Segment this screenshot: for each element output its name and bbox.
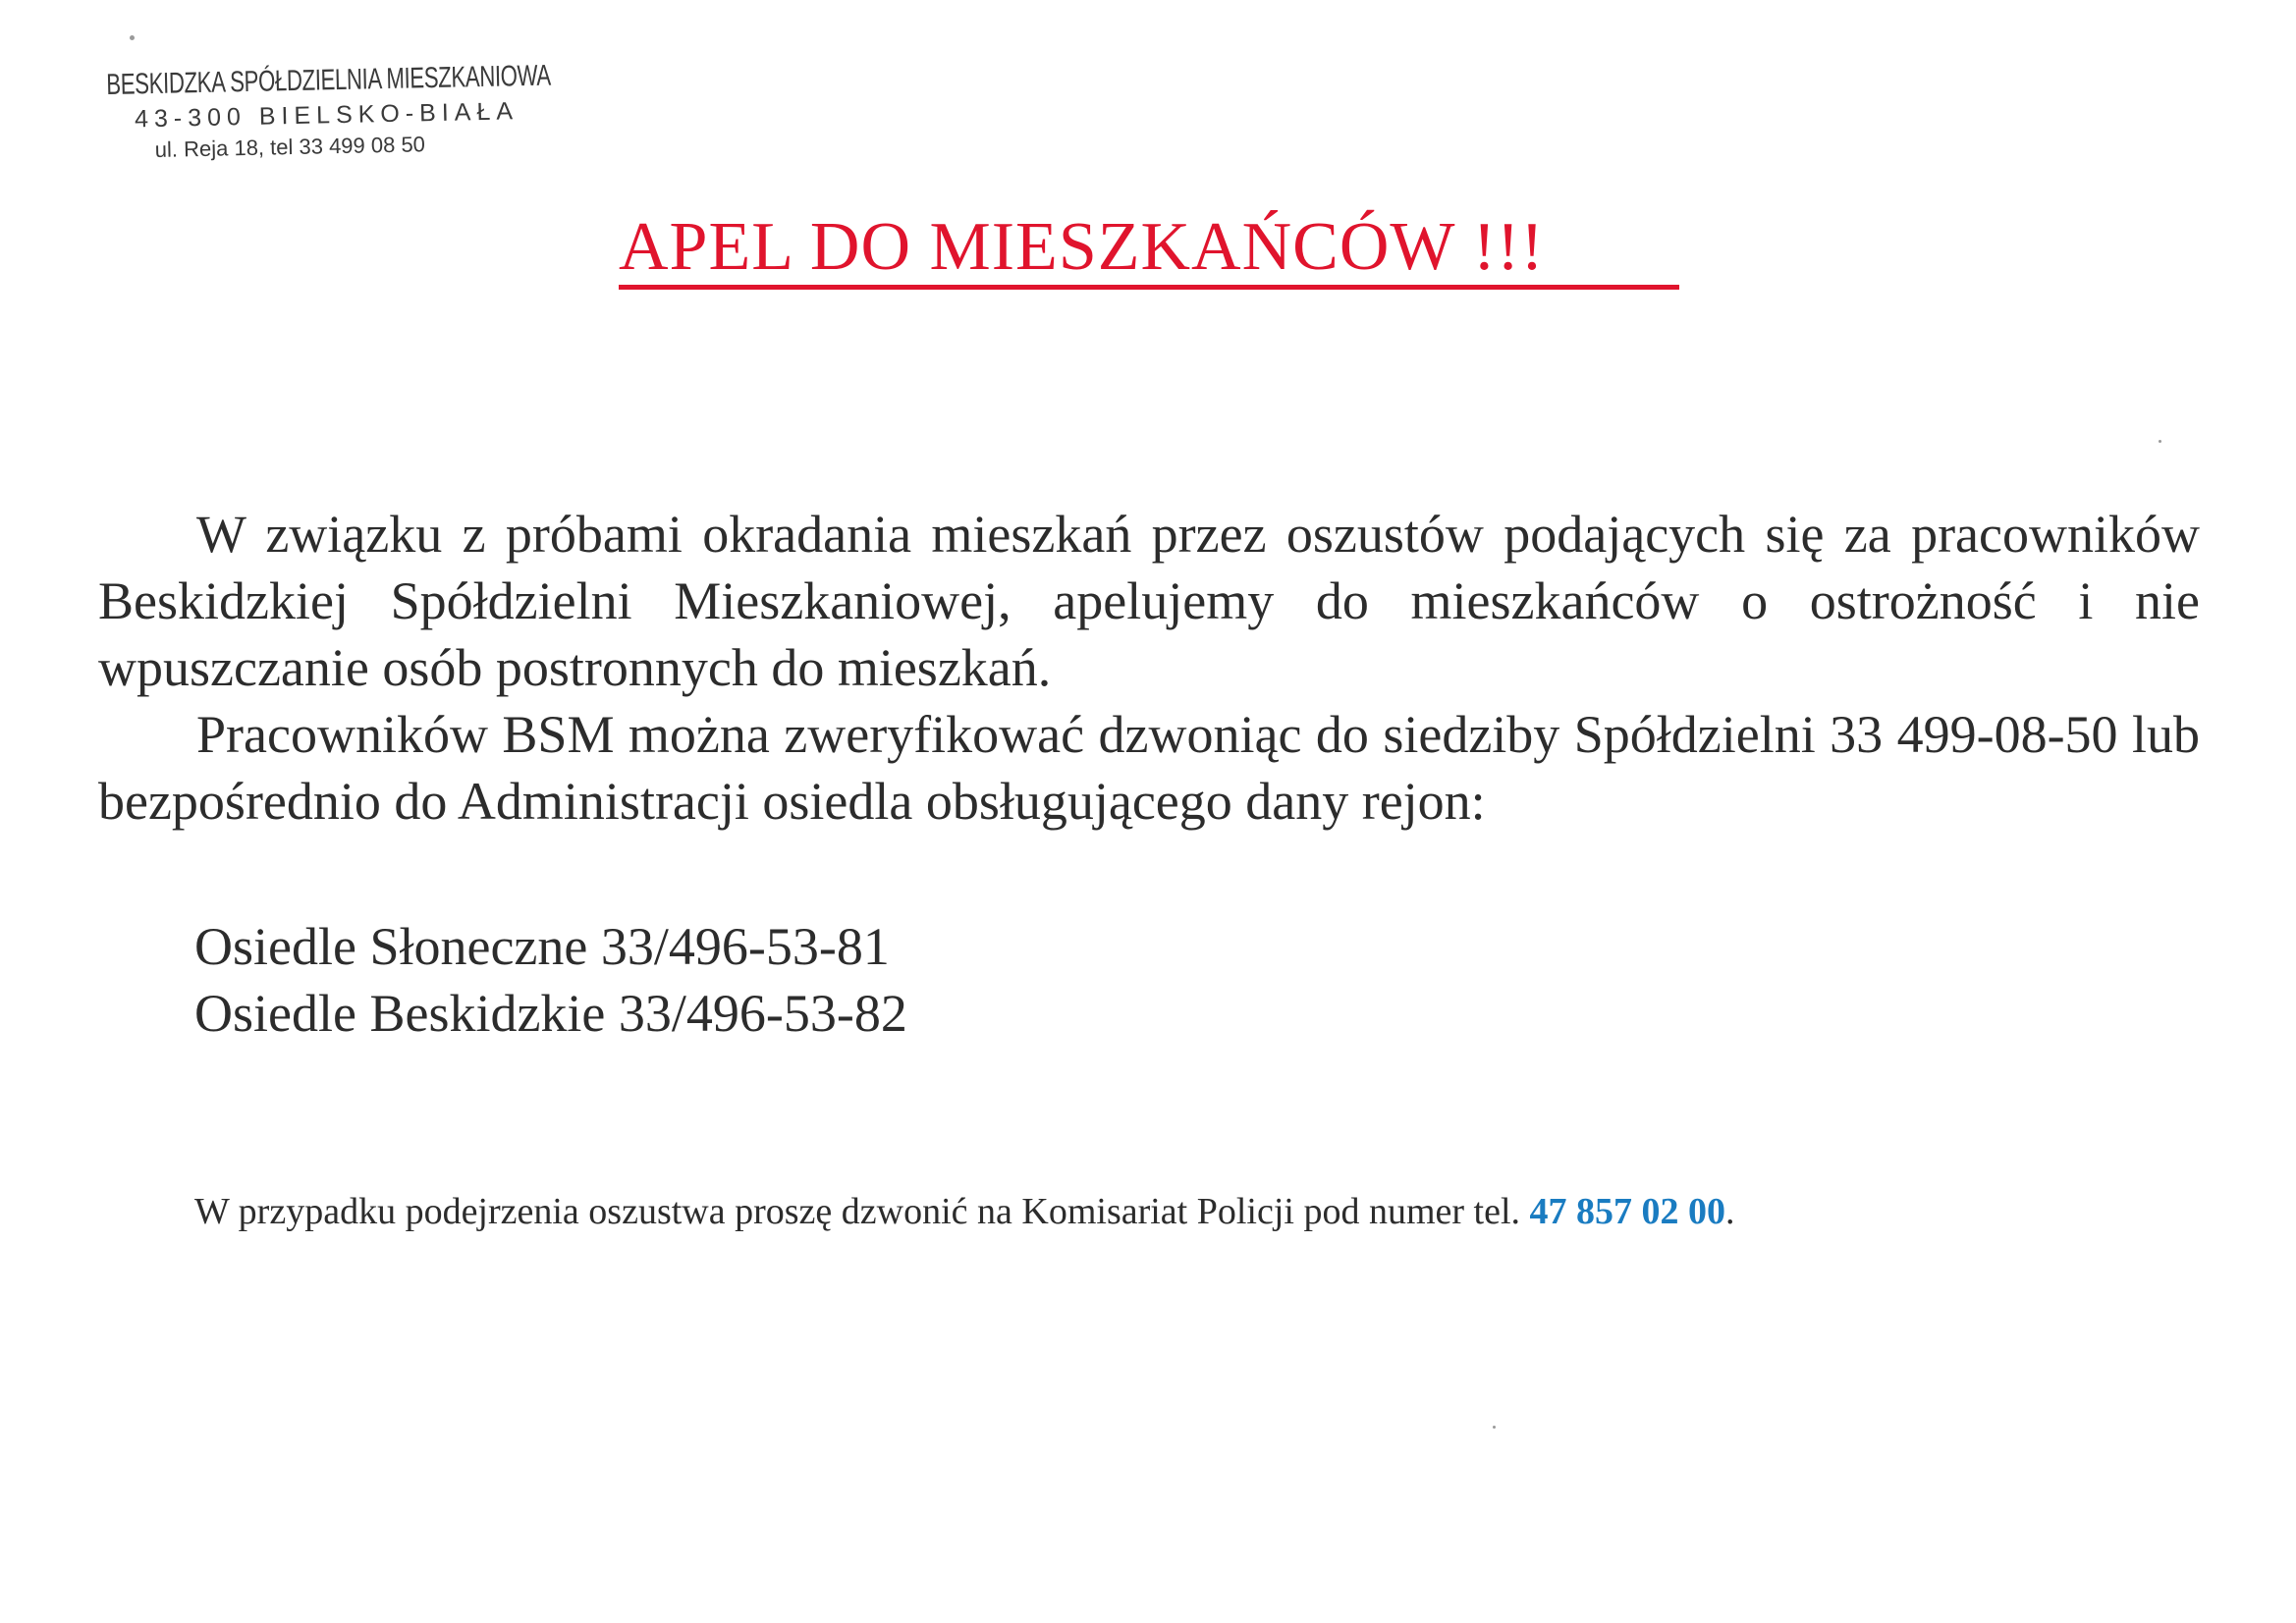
- appeal-paragraph-2: Pracowników BSM można zweryfikować dzwoniąc do siedziby Spółdzielni 33 499-08-50 lub bezpośrednio do Administracji osiedla obsługującego dany rejon:: [98, 705, 2200, 831]
- stamp-address-phone: ul. Reja 18, tel 33 499 08 50: [154, 132, 426, 162]
- police-note-text: W przypadku podejrzenia oszustwa proszę dzwonić na Komisariat Policji pod numer tel.: [194, 1191, 1521, 1232]
- estate-contacts: [194, 913, 907, 1047]
- police-note: [194, 1190, 1735, 1233]
- appeal-body: [98, 501, 2200, 835]
- stamp-postal-city: 43-300 BIELSKO-BIAŁA: [134, 97, 519, 134]
- scan-speck: [2159, 440, 2161, 443]
- contact-osiedle-sloneczne: Osiedle Słoneczne 33/496-53-81: [194, 917, 890, 976]
- title-underline: [619, 285, 1679, 290]
- page-title: APEL DO MIESZKAŃCÓW !!!: [619, 209, 1545, 285]
- scan-speck: [130, 35, 135, 40]
- police-phone-number: 47 857 02 00: [1529, 1191, 1726, 1232]
- police-note-period: .: [1725, 1191, 1735, 1232]
- stamp-organization-name: BESKIDZKA SPÓŁDZIELNIA MIESZKANIOWA: [106, 59, 552, 101]
- appeal-paragraph-1: W związku z próbami okradania mieszkań przez oszustów podających się za pracowników Beskidzkiej Spółdzielni Mieszkaniowej, apelujemy do mieszkańców o ostrożność i nie wpuszczanie osób postronnych do mieszkań.: [98, 505, 2200, 697]
- contact-osiedle-beskidzkie: Osiedle Beskidzkie 33/496-53-82: [194, 984, 907, 1043]
- scan-speck: [1493, 1426, 1496, 1429]
- organization-stamp: [106, 56, 708, 164]
